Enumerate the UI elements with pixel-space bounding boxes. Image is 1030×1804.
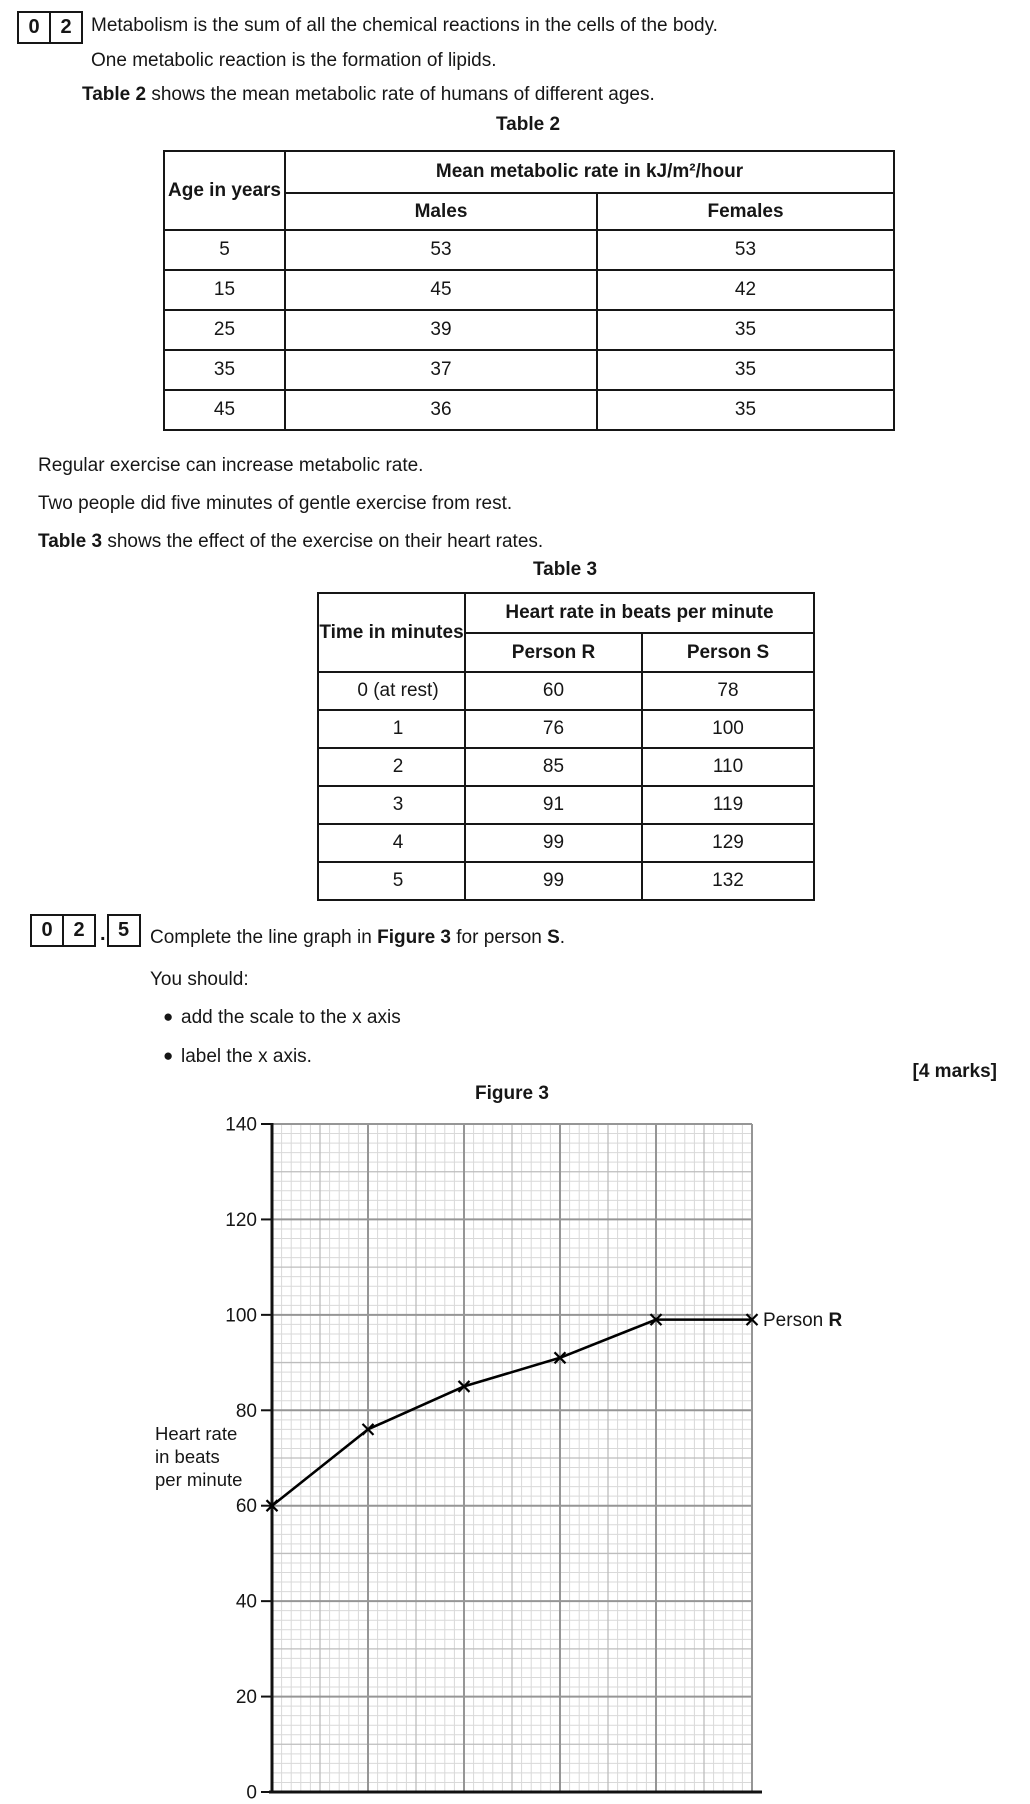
table-cell: 35 [597, 350, 894, 390]
table-cell: 42 [597, 270, 894, 310]
table-cell: 45 [164, 390, 285, 430]
table-cell: 35 [597, 310, 894, 350]
table-cell: 25 [164, 310, 285, 350]
bullet-text: add the scale to the x axis [181, 1007, 401, 1028]
table-cell: 35 [597, 390, 894, 430]
table3-ref: Table 3 [38, 531, 103, 552]
table-cell: 60 [465, 672, 642, 710]
question-number-separator: . [100, 923, 106, 945]
person-r-label: Person R [763, 1310, 843, 1332]
y-tick-label: 0 [246, 1782, 257, 1804]
table-cell: 35 [164, 350, 285, 390]
y-tick-label: 100 [225, 1305, 257, 1327]
table3-header-person-s: Person S [642, 633, 814, 672]
marks-badge: [4 marks] [912, 1061, 997, 1082]
table-cell: 4 [318, 824, 465, 862]
table-cell: 132 [642, 862, 814, 900]
table-row [164, 230, 894, 270]
bullet-icon: ● [163, 1046, 174, 1065]
table-cell: 15 [164, 270, 285, 310]
table2-header-span: Mean metabolic rate in kJ/m²/hour [285, 151, 894, 193]
table-row [164, 390, 894, 430]
y-tick-label: 140 [225, 1114, 257, 1136]
table2-title: Table 2 [495, 114, 561, 135]
axes-and-ticks [225, 1115, 762, 1804]
table-cell: 37 [285, 350, 597, 390]
q025-prompt-part: . [559, 927, 566, 948]
question-number-digit: 5 [107, 914, 141, 947]
intro-line-2: One metabolic reaction is the formation of lipids. [91, 50, 497, 71]
table-cell: 91 [465, 786, 642, 824]
bullet-item-1 [163, 1007, 401, 1029]
q025-prompt-part: for person [451, 927, 548, 948]
question-number-02-5 [30, 914, 141, 947]
figure3-ref: Figure 3 [377, 927, 451, 948]
table3-title: Table 3 [532, 559, 598, 580]
table-row [164, 310, 894, 350]
table-cell: 3 [318, 786, 465, 824]
y-tick-label: 80 [235, 1400, 257, 1422]
q025-prompt-part: Complete the line graph in [150, 927, 378, 948]
table-cell: 2 [318, 748, 465, 786]
table-cell: 5 [318, 862, 465, 900]
y-axis-label-line: Heart rate [155, 1423, 238, 1444]
middle-line-3 [38, 531, 543, 554]
intro-line-1: Metabolism is the sum of all the chemical reactions in the cells of the body. [91, 15, 718, 36]
table3-header-time: Time in minutes [318, 593, 465, 672]
q025-prompt [150, 927, 565, 950]
table-row [318, 710, 814, 748]
table2 [163, 150, 895, 431]
table-cell: 110 [642, 748, 814, 786]
table-cell: 119 [642, 786, 814, 824]
table-row [164, 350, 894, 390]
question-number-digit: 0 [30, 914, 64, 947]
table-cell: 45 [285, 270, 597, 310]
table-cell: 53 [597, 230, 894, 270]
table3-header-person-r: Person R [465, 633, 642, 672]
intro-line-3 [82, 84, 655, 107]
question-number-digit: 0 [17, 11, 51, 44]
table-cell: 36 [285, 390, 597, 430]
table-cell: 53 [285, 230, 597, 270]
table-cell: 78 [642, 672, 814, 710]
table-row [318, 862, 814, 900]
y-axis-label-line: per minute [155, 1469, 243, 1490]
table-cell: 5 [164, 230, 285, 270]
question-number-digit: 2 [62, 914, 96, 947]
question-number-02 [17, 11, 83, 44]
table-cell: 39 [285, 310, 597, 350]
grid-medium [272, 1124, 752, 1792]
person-s-ref: S [547, 927, 560, 948]
table-cell: 99 [465, 862, 642, 900]
y-axis-label-line: in beats [155, 1446, 220, 1467]
table2-ref: Table 2 [82, 84, 147, 105]
middle-line-3-rest: shows the effect of the exercise on their heart rates. [102, 531, 544, 552]
table-cell: 76 [465, 710, 642, 748]
you-should-label: You should: [150, 969, 249, 990]
table3-header-span: Heart rate in beats per minute [465, 593, 814, 633]
table-cell: 85 [465, 748, 642, 786]
table-cell: 0 (at rest) [318, 672, 465, 710]
figure3-title: Figure 3 [475, 1083, 549, 1104]
table-row [318, 672, 814, 710]
figure3-chart [0, 1060, 1030, 1804]
table-row [318, 824, 814, 862]
y-tick-label: 60 [235, 1496, 257, 1518]
table-cell: 100 [642, 710, 814, 748]
y-tick-label: 120 [225, 1209, 257, 1231]
y-tick-label: 40 [235, 1591, 257, 1613]
table2-header-age: Age in years [164, 151, 285, 230]
middle-line-1: Regular exercise can increase metabolic rate. [38, 455, 424, 476]
question-number-digit: 2 [49, 11, 83, 44]
table3 [317, 592, 815, 901]
table-cell: 129 [642, 824, 814, 862]
table-cell: 99 [465, 824, 642, 862]
bullet-icon: ● [163, 1007, 174, 1026]
intro-line-3-rest: shows the mean metabolic rate of humans of different ages. [146, 84, 655, 105]
y-tick-label: 20 [235, 1687, 257, 1709]
table2-header-males: Males [285, 193, 597, 230]
bullet-text: label the x axis. [181, 1046, 312, 1067]
table-row [318, 786, 814, 824]
middle-line-2: Two people did five minutes of gentle exercise from rest. [38, 493, 513, 514]
table2-header-females: Females [597, 193, 894, 230]
table-row [164, 270, 894, 310]
table-row [318, 748, 814, 786]
table-cell: 1 [318, 710, 465, 748]
